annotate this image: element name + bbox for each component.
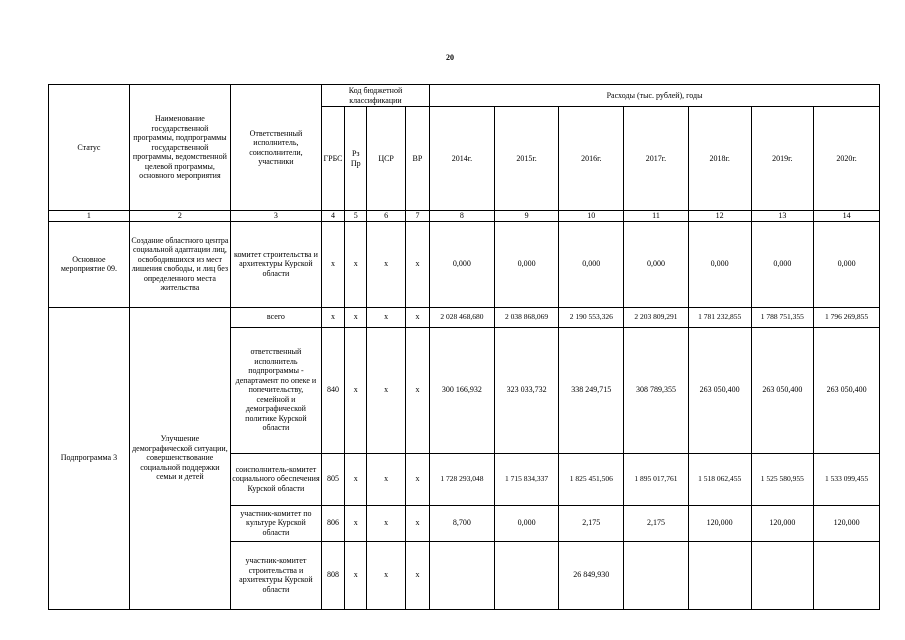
header-code-csr: ЦСР [367, 107, 405, 211]
row-value-2020: 0,000 [814, 221, 880, 307]
row-value-2014: 8,700 [430, 505, 495, 541]
column-number: 8 [430, 211, 495, 222]
row-value-2015: 0,000 [494, 505, 559, 541]
row-vr: x [405, 221, 429, 307]
row-csr: x [367, 327, 405, 453]
column-number: 13 [751, 211, 814, 222]
row-rzpr: x [345, 221, 367, 307]
row-value-2019: 1 525 580,955 [751, 453, 814, 505]
row-value-2017: 0,000 [624, 221, 689, 307]
column-number: 10 [559, 211, 624, 222]
row-value-2020: 1 533 099,455 [814, 453, 880, 505]
row-value-2018: 1 518 062,455 [688, 453, 751, 505]
row-grbs: x [321, 307, 344, 327]
header-year: 2016г. [559, 107, 624, 211]
row-value-2014: 2 028 468,680 [430, 307, 495, 327]
page-number: 20 [446, 53, 454, 62]
header-year: 2015г. [494, 107, 559, 211]
column-number: 11 [624, 211, 689, 222]
row-csr: x [367, 505, 405, 541]
row-value-2017 [624, 541, 689, 609]
header-executor: Ответственный исполнитель, соисполнители, участники [230, 85, 321, 211]
row-grbs: 808 [321, 541, 344, 609]
column-number: 14 [814, 211, 880, 222]
row-executor: всего [230, 307, 321, 327]
row-value-2015: 1 715 834,337 [494, 453, 559, 505]
row-vr: x [405, 307, 429, 327]
row-grbs: 806 [321, 505, 344, 541]
header-year: 2017г. [624, 107, 689, 211]
row-executor: соисполнитель-комитет социального обеспечения Курской области [230, 453, 321, 505]
row-vr: x [405, 505, 429, 541]
row-executor: ответственный исполнитель подпрограммы - департамент по опеке и попечительству, семейной и демографической политике Курской области [230, 327, 321, 453]
row-value-2015: 2 038 868,069 [494, 307, 559, 327]
row-status: Подпрограмма 3 [49, 307, 130, 609]
row-csr: x [367, 221, 405, 307]
row-grbs: 805 [321, 453, 344, 505]
row-value-2016: 1 825 451,506 [559, 453, 624, 505]
row-value-2019: 120,000 [751, 505, 814, 541]
row-value-2019: 263 050,400 [751, 327, 814, 453]
row-value-2019: 1 788 751,355 [751, 307, 814, 327]
column-number: 3 [230, 211, 321, 222]
header-year: 2020г. [814, 107, 880, 211]
row-rzpr: x [345, 541, 367, 609]
row-csr: x [367, 307, 405, 327]
row-value-2016: 0,000 [559, 221, 624, 307]
column-number: 5 [345, 211, 367, 222]
row-value-2016: 26 849,930 [559, 541, 624, 609]
row-rzpr: x [345, 307, 367, 327]
column-number: 4 [321, 211, 344, 222]
table-row [49, 221, 880, 307]
budget-table [48, 84, 880, 610]
row-value-2017: 2 203 809,291 [624, 307, 689, 327]
row-value-2015: 0,000 [494, 221, 559, 307]
header-code-vr: ВР [405, 107, 429, 211]
row-vr: x [405, 327, 429, 453]
row-value-2016: 338 249,715 [559, 327, 624, 453]
column-number: 12 [688, 211, 751, 222]
header-name: Наименование государственной программы, подпрограммы государственной программы, ведомственной целевой программы, основного мероприятия [129, 85, 230, 211]
row-grbs: x [321, 221, 344, 307]
row-grbs: 840 [321, 327, 344, 453]
column-number: 7 [405, 211, 429, 222]
header-code-grbs: ГРБС [321, 107, 344, 211]
header-code-rzpr: Рз Пр [345, 107, 367, 211]
column-number-row [49, 211, 880, 222]
row-executor: комитет строительства и архитектуры Курской области [230, 221, 321, 307]
row-rzpr: x [345, 327, 367, 453]
row-vr: x [405, 453, 429, 505]
header-expenses: Расходы (тыс. рублей), годы [430, 85, 880, 107]
row-value-2015 [494, 541, 559, 609]
column-number: 2 [129, 211, 230, 222]
row-vr: x [405, 541, 429, 609]
row-value-2016: 2 190 553,326 [559, 307, 624, 327]
row-value-2019 [751, 541, 814, 609]
row-value-2019: 0,000 [751, 221, 814, 307]
header-year: 2014г. [430, 107, 495, 211]
row-name: Создание областного центра социальной адаптации лиц, освободившихся из мест лишения свободы, и лиц без определенного места жительства [129, 221, 230, 307]
row-csr: x [367, 541, 405, 609]
row-value-2015: 323 033,732 [494, 327, 559, 453]
row-rzpr: x [345, 505, 367, 541]
row-value-2014: 0,000 [430, 221, 495, 307]
row-value-2014: 300 166,932 [430, 327, 495, 453]
row-rzpr: x [345, 453, 367, 505]
row-executor: участник-комитет строительства и архитектуры Курской области [230, 541, 321, 609]
row-executor: участник-комитет по культуре Курской области [230, 505, 321, 541]
row-value-2020: 120,000 [814, 505, 880, 541]
row-value-2017: 2,175 [624, 505, 689, 541]
row-value-2014 [430, 541, 495, 609]
row-status: Основное мероприятие 09. [49, 221, 130, 307]
column-number: 9 [494, 211, 559, 222]
row-value-2018 [688, 541, 751, 609]
row-value-2018: 1 781 232,855 [688, 307, 751, 327]
row-value-2020: 1 796 269,855 [814, 307, 880, 327]
header-year: 2019г. [751, 107, 814, 211]
row-value-2017: 308 789,355 [624, 327, 689, 453]
row-value-2018: 263 050,400 [688, 327, 751, 453]
header-row [49, 85, 880, 107]
column-number: 6 [367, 211, 405, 222]
row-csr: x [367, 453, 405, 505]
row-name: Улучшение демографической ситуации, совершенствование социальной поддержки семьи и детей [129, 307, 230, 609]
row-value-2014: 1 728 293,048 [430, 453, 495, 505]
row-value-2020 [814, 541, 880, 609]
row-value-2020: 263 050,400 [814, 327, 880, 453]
header-year: 2018г. [688, 107, 751, 211]
column-number: 1 [49, 211, 130, 222]
row-value-2016: 2,175 [559, 505, 624, 541]
table-row [49, 307, 880, 327]
row-value-2018: 120,000 [688, 505, 751, 541]
row-value-2018: 0,000 [688, 221, 751, 307]
header-budget-code: Код бюджетной классификации [321, 85, 429, 107]
row-value-2017: 1 895 017,761 [624, 453, 689, 505]
header-status: Статус [49, 85, 130, 211]
